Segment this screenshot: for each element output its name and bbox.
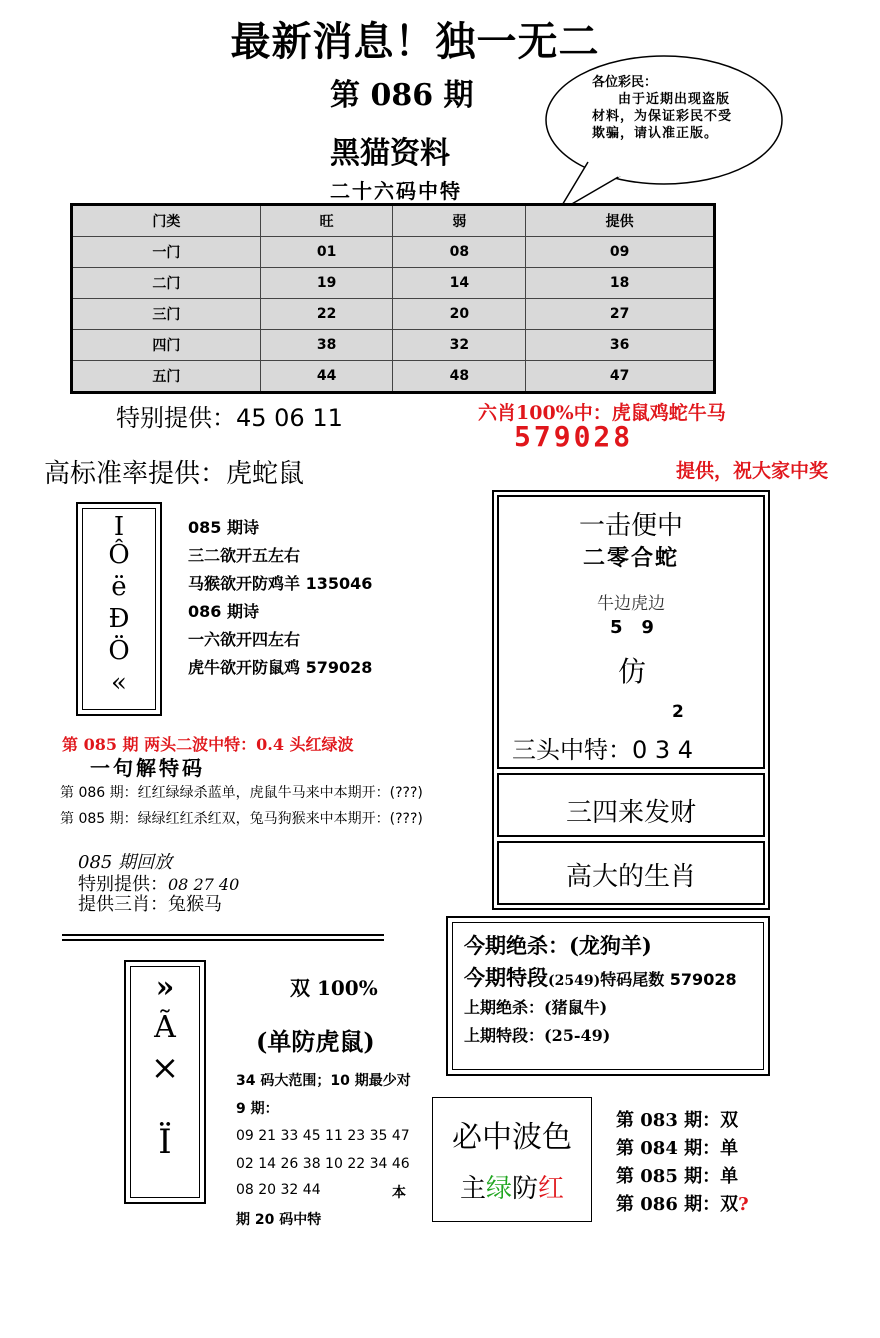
table-cell: 38 [260, 330, 393, 361]
gaoda-text: 高大的生肖 [565, 862, 696, 892]
table-cell: 一门 [72, 237, 261, 268]
table-cell: 四门 [72, 330, 261, 361]
special-offer: 特别提供：45 06 11 [116, 404, 343, 432]
table-cell: 19 [260, 268, 393, 299]
kill-this: 今期绝杀：(龙狗羊) [464, 933, 652, 958]
subtitle: 二十六码中特 [330, 179, 462, 203]
table-cell: 36 [526, 330, 715, 361]
riddle-line: 第 086 期：红红绿绿杀蓝单，虎鼠牛马来中本期开：(???) [60, 785, 423, 801]
sansi-text: 三四来发财 [565, 798, 696, 828]
table-cell: 47 [526, 361, 715, 393]
poem-line: 086 期诗 [188, 602, 259, 621]
segment-this-range: (2549) [548, 973, 601, 989]
kill-last: 上期绝杀：(猪鼠牛) [464, 998, 608, 1017]
replay-special-label: 特别提供： [78, 874, 168, 895]
wave-color-title: 必中波色 [452, 1120, 572, 1155]
table-header: 旺 [260, 205, 393, 237]
source-name: 黑猫资料 [330, 136, 450, 171]
glyph: Ô [108, 540, 130, 570]
segment-this-tail: 特码尾数 579028 [600, 970, 737, 989]
period-row [616, 1134, 738, 1160]
riddle-line: 第 085 期：绿绿红红杀红双，兔马狗猴来中本期开：(???) [60, 811, 423, 827]
glyph: × [150, 1048, 180, 1088]
divider [62, 934, 384, 936]
table-cell: 20 [393, 299, 526, 330]
table-row [72, 237, 715, 268]
segment-this [464, 962, 737, 992]
bubble-text [592, 74, 742, 142]
glyph: ё [111, 572, 127, 602]
period-label: 第 085 期：单 [616, 1166, 739, 1187]
range-line-end: 本 [392, 1185, 406, 1201]
table-cell: 22 [260, 299, 393, 330]
guard-label: 防 [512, 1174, 539, 1204]
two-text: 2 [672, 702, 684, 722]
erling-text: 二零合蛇 [582, 545, 679, 571]
table-header: 提供 [526, 205, 715, 237]
six-zodiac-text: 六肖100%中：虎鼠鸡蛇牛马 [478, 402, 726, 424]
code-table [70, 203, 716, 394]
table-cell: 44 [260, 361, 393, 393]
high-accuracy-offer: 高标准率提供：虎蛇鼠 [44, 459, 305, 489]
wave-color-line [432, 1168, 592, 1205]
glyph: Ï [158, 1122, 172, 1162]
period-row [616, 1190, 749, 1216]
segment-last: 上期特段：(25-49) [464, 1026, 611, 1045]
good-luck-text: 提供，祝大家中奖 [676, 460, 829, 482]
niubian-text: 牛边虎边 [597, 594, 665, 614]
table-header: 弱 [393, 205, 526, 237]
range-line: 34 码大范围；10 期最少对 [236, 1073, 411, 1089]
two-head-text: 第 085 期 两头二波中特：0.4 头红绿波 [62, 735, 354, 754]
table-cell: 48 [393, 361, 526, 393]
period-row [616, 1106, 738, 1132]
table-row [72, 330, 715, 361]
table-row [72, 299, 715, 330]
table-cell: 三门 [72, 299, 261, 330]
glyph: « [111, 668, 127, 698]
poem-line: 一六欲开四左右 [188, 630, 301, 649]
red-label: 红 [538, 1174, 565, 1204]
range-line: 9 期： [236, 1101, 279, 1117]
numbers-text: 5 9 [610, 617, 654, 638]
yiji-heading: 一击便中 [578, 511, 683, 541]
riddle-heading: 一句解特码 [90, 756, 205, 780]
single-guard-text: (单防虎鼠) [256, 1027, 375, 1056]
table-cell: 五门 [72, 361, 261, 393]
range-line: 02 14 26 38 10 22 34 46 [236, 1156, 410, 1172]
table-cell: 01 [260, 237, 393, 268]
big-number: 579028 [514, 420, 634, 453]
table-cell: 18 [526, 268, 715, 299]
table-header: 门类 [72, 205, 261, 237]
double-text: 双 100% [290, 976, 378, 1000]
divider [62, 939, 384, 941]
green-label: 绿 [485, 1174, 512, 1204]
table-cell: 27 [526, 299, 715, 330]
page-title: 最新消息！独一无二 [230, 18, 600, 65]
glyph: Ö [108, 636, 130, 666]
replay-heading: 085 期回放 [78, 852, 173, 873]
table-cell: 32 [393, 330, 526, 361]
table-row [72, 361, 715, 393]
table-header-row [72, 205, 715, 237]
table-cell: 二门 [72, 268, 261, 299]
santou-text: 三头中特：0 3 4 [512, 736, 694, 764]
bubble-message: 由于近期出现盗版材料，为保证彩民不受欺骗，请认准正版。 [592, 92, 733, 141]
segment-this-label: 今期特段 [464, 965, 548, 990]
glyph: Ð [108, 604, 130, 634]
replay-special-value: 08 27 40 [168, 875, 240, 894]
replay-three: 提供三肖：兔猴马 [78, 894, 222, 915]
fang-text: 仿 [618, 655, 647, 688]
glyph: » [155, 970, 175, 1005]
table-cell: 08 [393, 237, 526, 268]
glyph: Ã [154, 1010, 176, 1045]
bubble-greeting: 各位彩民： [592, 75, 658, 90]
period-label: 第 086 期：双 [616, 1194, 739, 1215]
range-line: 期 20 码中特 [236, 1212, 322, 1228]
poem-line: 虎牛欲开防鼠鸡 579028 [188, 658, 373, 677]
poem-line: 马猴欲开防鸡羊 135046 [188, 574, 373, 593]
range-line: 09 21 33 45 11 23 35 47 [236, 1128, 410, 1144]
table-cell: 14 [393, 268, 526, 299]
range-line: 08 20 32 44 [236, 1182, 321, 1198]
glyph: Ⅰ [113, 512, 125, 542]
table-cell: 09 [526, 237, 715, 268]
main-label: 主 [459, 1174, 486, 1204]
table-row [72, 268, 715, 299]
poem-line: 三二欲开五左右 [188, 546, 301, 565]
period-row [616, 1162, 738, 1188]
poem-line: 085 期诗 [188, 518, 259, 537]
question-mark: ? [738, 1194, 749, 1215]
period-label: 第 084 期：单 [616, 1138, 739, 1159]
period-label: 第 083 期：双 [616, 1110, 739, 1131]
issue-number: 第 086 期 [330, 78, 474, 113]
